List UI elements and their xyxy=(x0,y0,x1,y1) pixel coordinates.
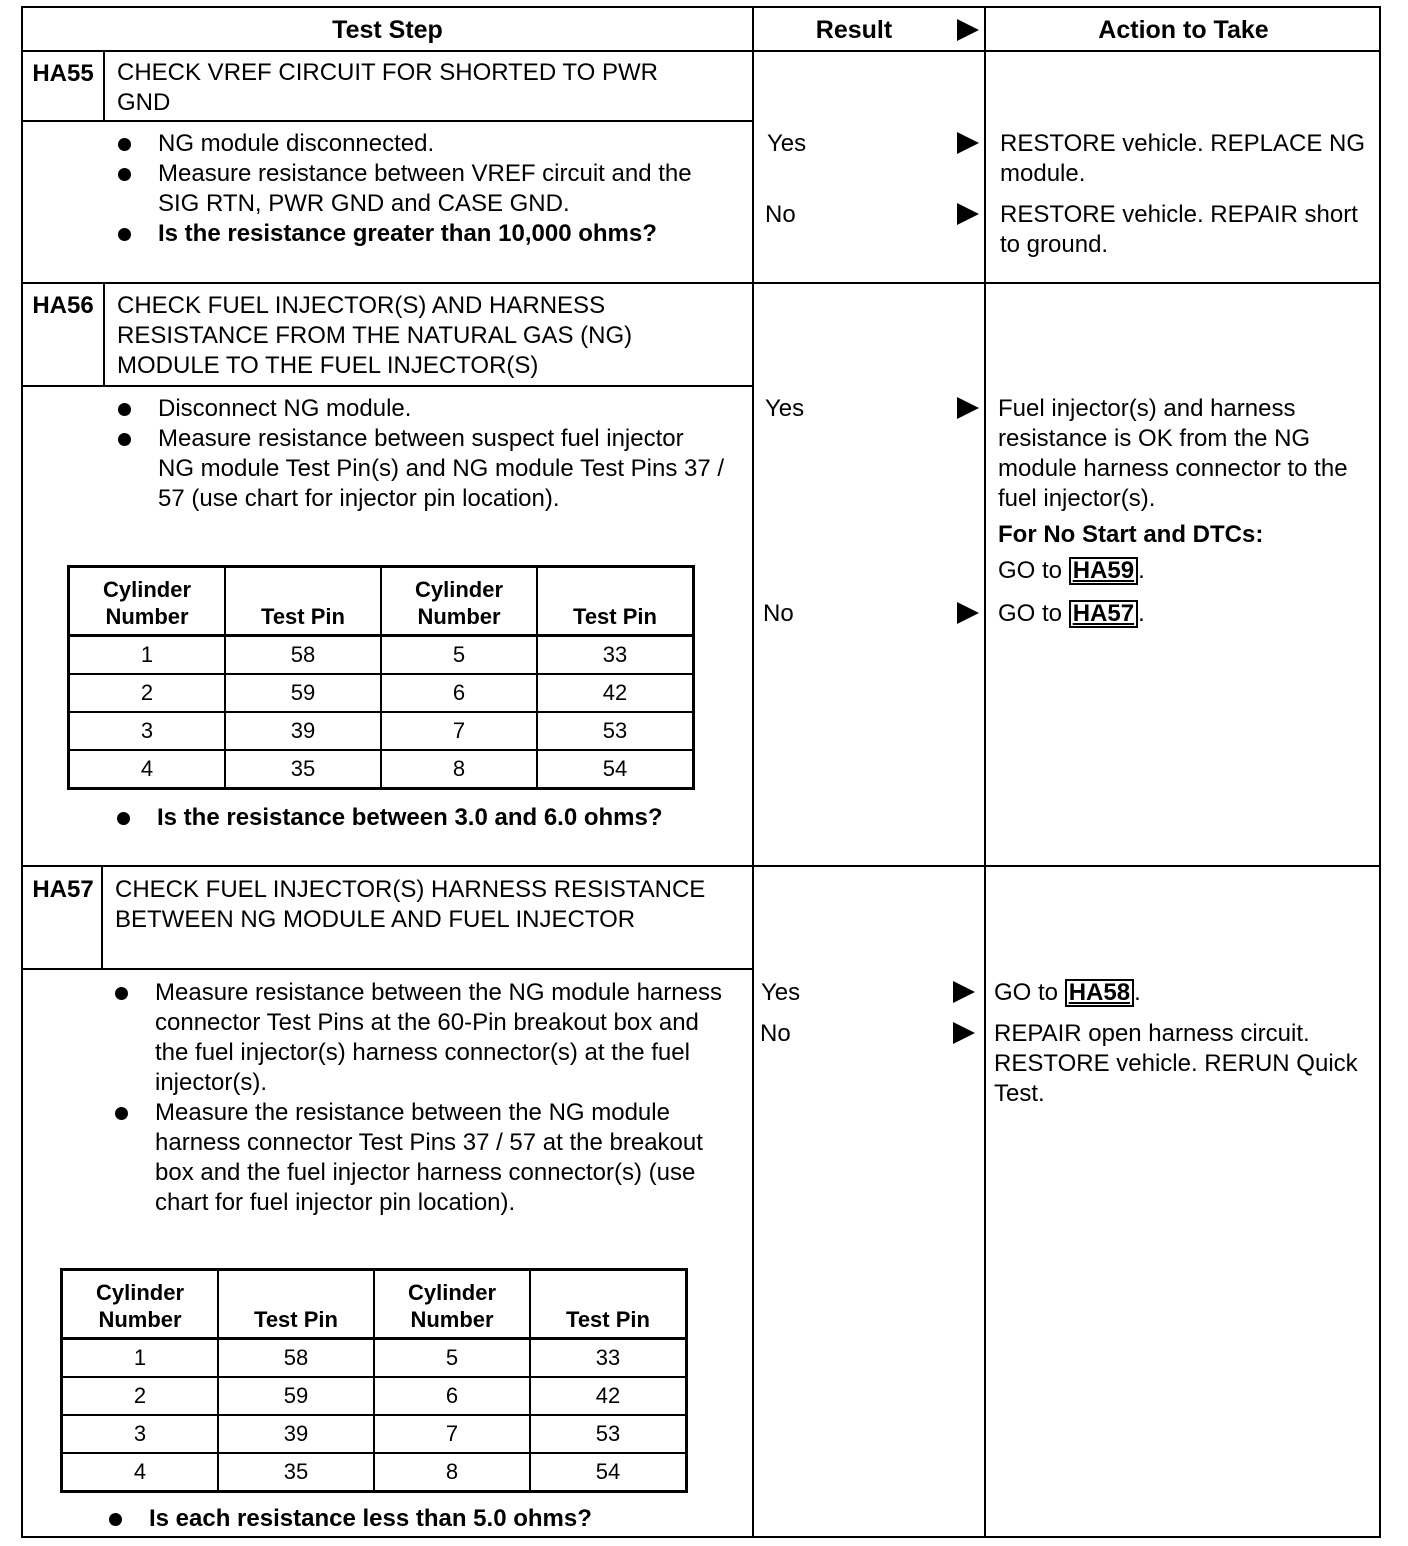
table-cell: 35 xyxy=(225,750,381,789)
table-cell: 7 xyxy=(374,1415,530,1453)
table-header-row xyxy=(62,1270,687,1339)
bullet-item: Measure resistance between suspect fuel injector NG module Test Pin(s) and NG module Test Pins 37 / 57 (use chart for injector pin location). xyxy=(116,424,726,514)
table-row xyxy=(69,674,694,712)
result-yes: Yes xyxy=(761,979,801,1006)
action-no-ha55: RESTORE vehicle. REPAIR short to ground. xyxy=(1000,201,1358,258)
step-title-ha57: CHECK FUEL INJECTOR(S) HARNESS RESISTANCE BETWEEN NG MODULE AND FUEL INJECTOR xyxy=(115,876,706,933)
table-header-row xyxy=(69,567,694,636)
table-row xyxy=(69,636,694,675)
bullet-question: Is each resistance less than 5.0 ohms? xyxy=(107,1504,727,1534)
diagnostic-test-table xyxy=(21,6,1381,1538)
table-cell: 8 xyxy=(381,750,537,789)
table-cell: 3 xyxy=(69,712,226,750)
step-divider xyxy=(23,282,1379,284)
table-row xyxy=(69,712,694,750)
table-row xyxy=(62,1415,687,1453)
table-cell: 53 xyxy=(537,712,694,750)
table-cell: 5 xyxy=(374,1339,530,1378)
table-row xyxy=(62,1339,687,1378)
step-id-ha56: HA56 xyxy=(32,292,94,319)
bullet-item: Measure resistance between VREF circuit and the SIG RTN, PWR GND and CASE GND. xyxy=(116,159,726,219)
table-cell: 4 xyxy=(69,750,226,789)
result-yes: Yes xyxy=(765,395,805,422)
action-yes-goto: GO to HA59 . xyxy=(998,557,1145,584)
table-cell: 4 xyxy=(62,1453,219,1492)
goto-text: GO to xyxy=(998,600,1063,627)
column-header: Cylinder Number xyxy=(374,1270,530,1339)
table-cell: 58 xyxy=(225,636,381,675)
arrow-icon xyxy=(957,203,979,225)
arrow-icon xyxy=(957,602,979,624)
bullet-item: NG module disconnected. xyxy=(116,129,726,159)
goto-text: GO to xyxy=(998,557,1063,584)
column-header: Test Pin xyxy=(530,1270,687,1339)
step-bullets-ha56 xyxy=(116,394,726,514)
header-action: Action to Take xyxy=(1098,16,1269,44)
table-cell: 6 xyxy=(381,674,537,712)
bullet-question: Is the resistance between 3.0 and 6.0 ohms? xyxy=(115,803,675,833)
step-title-ha56: CHECK FUEL INJECTOR(S) AND HARNESS RESISTANCE FROM THE NATURAL GAS (NG) MODULE TO THE FUEL INJECTOR(S) xyxy=(117,292,633,379)
action-no-ha56: GO to HA57 . xyxy=(998,600,1145,627)
action-yes-ha55: RESTORE vehicle. REPLACE NG module. xyxy=(1000,130,1366,187)
step-question-ha56 xyxy=(115,803,675,833)
table-cell: 59 xyxy=(218,1377,374,1415)
bullet-item: Disconnect NG module. xyxy=(116,394,726,424)
table-cell: 59 xyxy=(225,674,381,712)
table-cell: 35 xyxy=(218,1453,374,1492)
table-cell: 42 xyxy=(537,674,694,712)
action-no-ha57: REPAIR open harness circuit. RESTORE vehicle. RERUN Quick Test. xyxy=(994,1020,1358,1107)
step-link-ha59[interactable]: HA59 xyxy=(1069,557,1138,585)
table-cell: 42 xyxy=(530,1377,687,1415)
action-yes-bold-note: For No Start and DTCs: xyxy=(998,521,1264,548)
table-cell: 39 xyxy=(225,712,381,750)
column-divider xyxy=(752,8,754,1536)
table-cell: 2 xyxy=(62,1377,219,1415)
step-bullets-ha55 xyxy=(116,129,726,249)
cylinder-pin-table xyxy=(60,1268,688,1493)
table-row xyxy=(62,1453,687,1492)
table-cell: 54 xyxy=(530,1453,687,1492)
table-cell: 33 xyxy=(530,1339,687,1378)
step-title-divider xyxy=(23,120,752,122)
table-cell: 39 xyxy=(218,1415,374,1453)
column-divider xyxy=(984,8,986,1536)
table-cell: 1 xyxy=(69,636,226,675)
goto-text: GO to xyxy=(994,979,1059,1006)
table-row xyxy=(62,1377,687,1415)
header-result: Result xyxy=(815,16,893,44)
step-divider xyxy=(23,865,1379,867)
step-title-divider xyxy=(23,968,752,970)
table-cell: 7 xyxy=(381,712,537,750)
action-yes-text: Fuel injector(s) and harness resistance is OK from the NG module harness connector to the fuel injector(s). xyxy=(998,395,1348,512)
header-test-step: Test Step xyxy=(332,16,443,44)
step-id-divider xyxy=(103,52,105,120)
table-cell: 8 xyxy=(374,1453,530,1492)
result-yes: Yes xyxy=(767,130,807,157)
step-bullets-ha57 xyxy=(113,978,723,1218)
table-cell: 1 xyxy=(62,1339,219,1378)
table-cell: 58 xyxy=(218,1339,374,1378)
table-cell: 2 xyxy=(69,674,226,712)
arrow-icon xyxy=(953,1022,975,1044)
table-cell: 54 xyxy=(537,750,694,789)
table-cell: 33 xyxy=(537,636,694,675)
action-yes-ha56 xyxy=(998,394,1368,586)
step-title-ha55: CHECK VREF CIRCUIT FOR SHORTED TO PWR GND xyxy=(117,59,658,116)
bullet-item: Measure resistance between the NG module harness connector Test Pins at the 60-Pin breakout box and the fuel injector(s) harness connector(s) at the fuel injector(s). xyxy=(113,978,723,1098)
result-no: No xyxy=(765,201,796,228)
column-header: Test Pin xyxy=(225,567,381,636)
result-no: No xyxy=(760,1020,791,1047)
table-cell: 53 xyxy=(530,1415,687,1453)
step-id-divider xyxy=(103,284,105,385)
step-id-ha57: HA57 xyxy=(32,876,94,903)
table-cell: 5 xyxy=(381,636,537,675)
step-title-divider xyxy=(23,385,752,387)
arrow-icon xyxy=(957,397,979,419)
table-cell: 3 xyxy=(62,1415,219,1453)
header-divider xyxy=(23,50,1379,52)
bullet-question: Is the resistance greater than 10,000 ohms? xyxy=(116,219,726,249)
column-header: Test Pin xyxy=(537,567,694,636)
step-id-ha55: HA55 xyxy=(32,60,94,87)
step-id-divider xyxy=(101,867,103,968)
column-header: Cylinder Number xyxy=(62,1270,219,1339)
cylinder-pin-table xyxy=(67,565,695,790)
result-no: No xyxy=(763,600,794,627)
table-row xyxy=(69,750,694,789)
step-link-ha57[interactable]: HA57 xyxy=(1069,600,1138,628)
bullet-item: Measure the resistance between the NG module harness connector Test Pins 37 / 57 at the breakout box and the fuel injector harness connector(s) (use chart for fuel injector pin location). xyxy=(113,1098,723,1218)
arrow-icon xyxy=(957,19,979,41)
column-header: Cylinder Number xyxy=(381,567,537,636)
step-question-ha57 xyxy=(107,1504,727,1534)
column-header: Test Pin xyxy=(218,1270,374,1339)
arrow-icon xyxy=(953,981,975,1003)
step-link-ha58[interactable]: HA58 xyxy=(1065,979,1134,1007)
table-cell: 6 xyxy=(374,1377,530,1415)
action-yes-ha57: GO to HA58 . xyxy=(994,979,1141,1006)
arrow-icon xyxy=(957,132,979,154)
column-header: Cylinder Number xyxy=(69,567,226,636)
